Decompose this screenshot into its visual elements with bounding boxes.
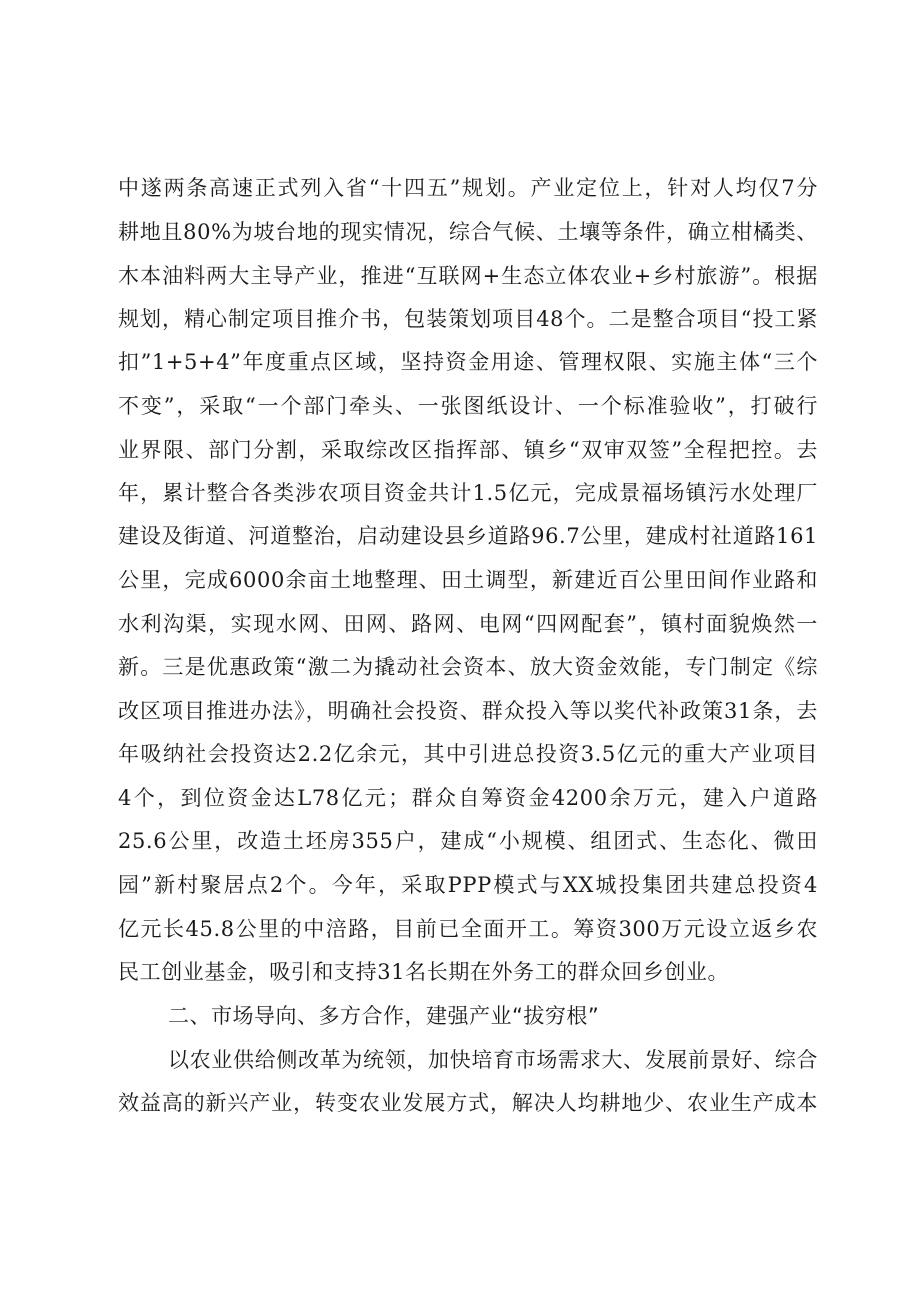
text-line: 规划，精心制定项目推介书，包装策划项目48个。二是整合项目“投工紧 [118,307,818,331]
text-line: 效益高的新兴产业，转变农业发展方式，解决人均耕地少、农业生产成本 [118,1091,818,1115]
text-line: 耕地且80%为坡台地的现实情况，综合气候、土壤等条件，确立柑橘类、 [118,220,818,244]
text-line: 扣”1+5+4”年度重点区域，坚持资金用途、管理权限、实施主体“三个 [118,350,818,374]
text-line: 年吸纳社会投资达2.2亿余元，其中引进总投资3.5亿元的重大产业项目 [118,742,818,766]
text-line: 园”新村聚居点2个。今年，采取PPP模式与XX城投集团共建总投资4 [118,873,818,897]
text-line: 年，累计整合各类涉农项目资金共计1.5亿元，完成景福场镇污水处理厂 [118,481,818,505]
text-line: 4个，到位资金达L78亿元；群众自筹资金4200余万元，建入户道路 [118,786,818,810]
text-line: 木本油料两大主导产业，推进“互联网+生态立体农业+乡村旅游”。根据 [118,264,818,288]
text-line: 25.6公里，改造土坯房355户，建成“小规模、组团式、生态化、微田 [118,829,818,853]
text-line: 中遂两条高速正式列入省“十四五”规划。产业定位上，针对人均仅7分 [118,176,818,200]
text-line: 以农业供给侧改革为统领，加快培育市场需求大、发展前景好、综合 [168,1048,818,1072]
text-line: 公里，完成6000余亩土地整理、田土调型，新建近百公里田间作业路和 [118,568,818,592]
text-line: 业界限、部门分割，采取综改区指挥部、镇乡“双审双签”全程把控。去 [118,438,818,462]
section-heading: 二、市场导向、多方合作，建强产业“拔穷根” [168,1004,600,1028]
text-line: 水利沟渠，实现水网、田网、路网、电网“四网配套”，镇村面貌焕然一 [118,612,818,636]
text-line: 不变”，采取“一个部门牵头、一张图纸设计、一个标准验收”，打破行 [118,394,818,418]
text-line: 亿元长45.8公里的中涪路，目前已全面开工。筹资300万元设立返乡农 [118,917,818,941]
text-line: 改区项目推进办法》，明确社会投资、群众投入等以奖代补政策31条，去 [118,699,818,723]
text-line: 民工创业基金，吸引和支持31名长期在外务工的群众回乡创业。 [118,960,730,984]
text-line: 建设及街道、河道整治，启动建设县乡道路96.7公里，建成村社道路161 [118,524,818,548]
text-line: 新。三是优惠政策“激二为撬动社会资本、放大资金效能，专门制定《综 [118,655,818,679]
